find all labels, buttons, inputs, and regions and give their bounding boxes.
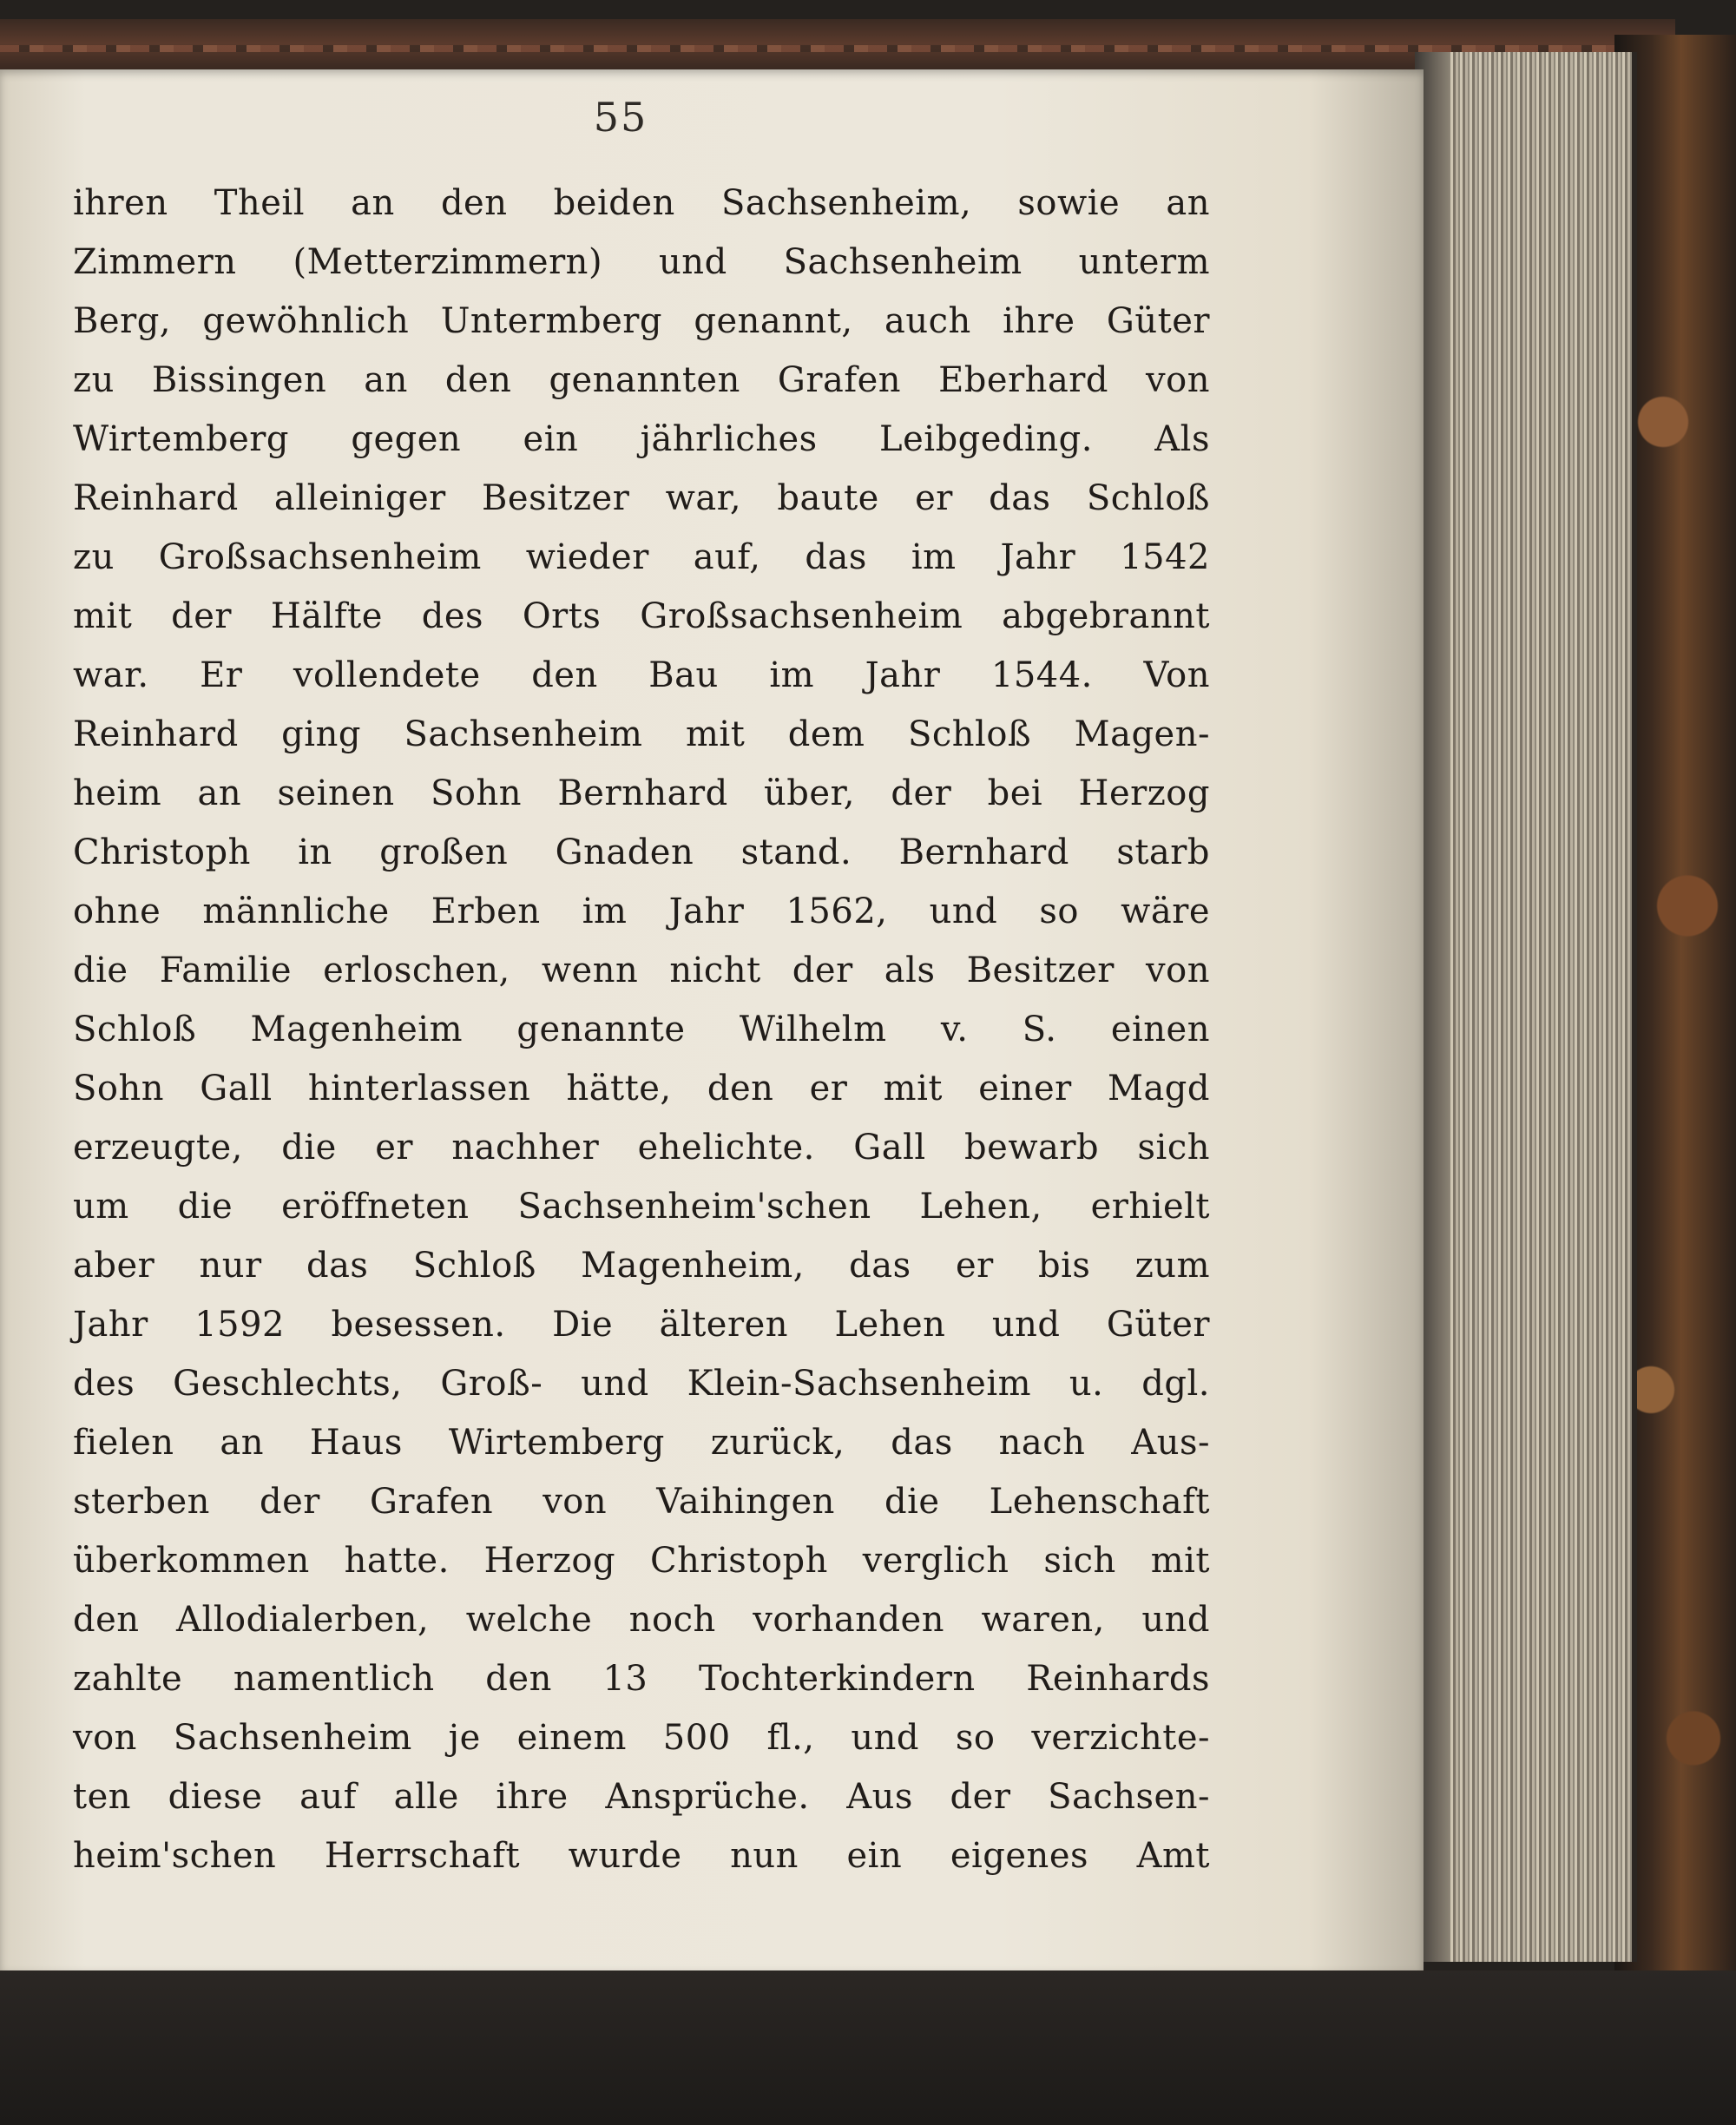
text-line: den Allodialerben, welche noch vorhanden waren, und: [73, 1600, 1210, 1640]
text-line: um die eröffneten Sachsenheim'schen Lehen, erhielt: [73, 1187, 1210, 1227]
text-line: zu Großsachsenheim wieder auf, das im Jahr 1542: [73, 537, 1210, 577]
text-line: zu Bissingen an den genannten Grafen Eberhard von: [73, 360, 1210, 400]
text-line: ohne männliche Erben im Jahr 1562, und so wäre: [73, 891, 1210, 931]
text-line: Schloß Magenheim genannte Wilhelm v. S. einen: [73, 1010, 1210, 1049]
text-line: aber nur das Schloß Magenheim, das er bis zum: [73, 1246, 1210, 1286]
text-line: überkommen hatte. Herzog Christoph verglich sich mit: [73, 1541, 1210, 1581]
page-number: 55: [593, 94, 648, 141]
text-line: Wirtemberg gegen ein jährliches Leibgeding. Als: [73, 419, 1210, 459]
text-line: heim'schen Herrschaft wurde nun ein eigenes Amt: [73, 1836, 1210, 1876]
text-line: fielen an Haus Wirtemberg zurück, das nach Aus-: [73, 1423, 1210, 1463]
text-line: Zimmern (Metterzimmern) und Sachsenheim unterm: [73, 242, 1210, 282]
text-line: heim an seinen Sohn Bernhard über, der bei Herzog: [73, 773, 1210, 813]
text-line: von Sachsenheim je einem 500 fl., und so verzichte-: [73, 1718, 1210, 1758]
text-line: mit der Hälfte des Orts Großsachsenheim abgebrannt: [73, 596, 1210, 636]
text-line: zahlte namentlich den 13 Tochterkindern Reinhards: [73, 1659, 1210, 1699]
text-line: Christoph in großen Gnaden stand. Bernhard starb: [73, 832, 1210, 872]
text-line: die Familie erloschen, wenn nicht der als Besitzer von: [73, 951, 1210, 990]
text-line: war. Er vollendete den Bau im Jahr 1544. Von: [73, 655, 1210, 695]
text-line: Reinhard ging Sachsenheim mit dem Schloß Magen-: [73, 714, 1210, 754]
text-line: Sohn Gall hinterlassen hätte, den er mit einer Magd: [73, 1069, 1210, 1109]
book-page: [0, 69, 1424, 1970]
page-text: [73, 174, 1210, 1885]
text-line: Berg, gewöhnlich Untermberg genannt, auch ihre Güter: [73, 301, 1210, 341]
text-line: des Geschlechts, Groß- und Klein-Sachsenheim u. dgl.: [73, 1364, 1210, 1404]
text-line: ten diese auf alle ihre Ansprüche. Aus der Sachsen-: [73, 1777, 1210, 1817]
text-line: Reinhard alleiniger Besitzer war, baute er das Schloß: [73, 478, 1210, 518]
text-line: Jahr 1592 besessen. Die älteren Lehen und Güter: [73, 1305, 1210, 1345]
text-line: erzeugte, die er nachher ehelichte. Gall bewarb sich: [73, 1128, 1210, 1168]
page-stack-edge: [1415, 52, 1637, 1962]
bottom-shadow: [0, 1970, 1736, 2125]
text-line: ihren Theil an den beiden Sachsenheim, sowie an: [73, 183, 1210, 223]
text-line: sterben der Grafen von Vaihingen die Lehenschaft: [73, 1482, 1210, 1522]
